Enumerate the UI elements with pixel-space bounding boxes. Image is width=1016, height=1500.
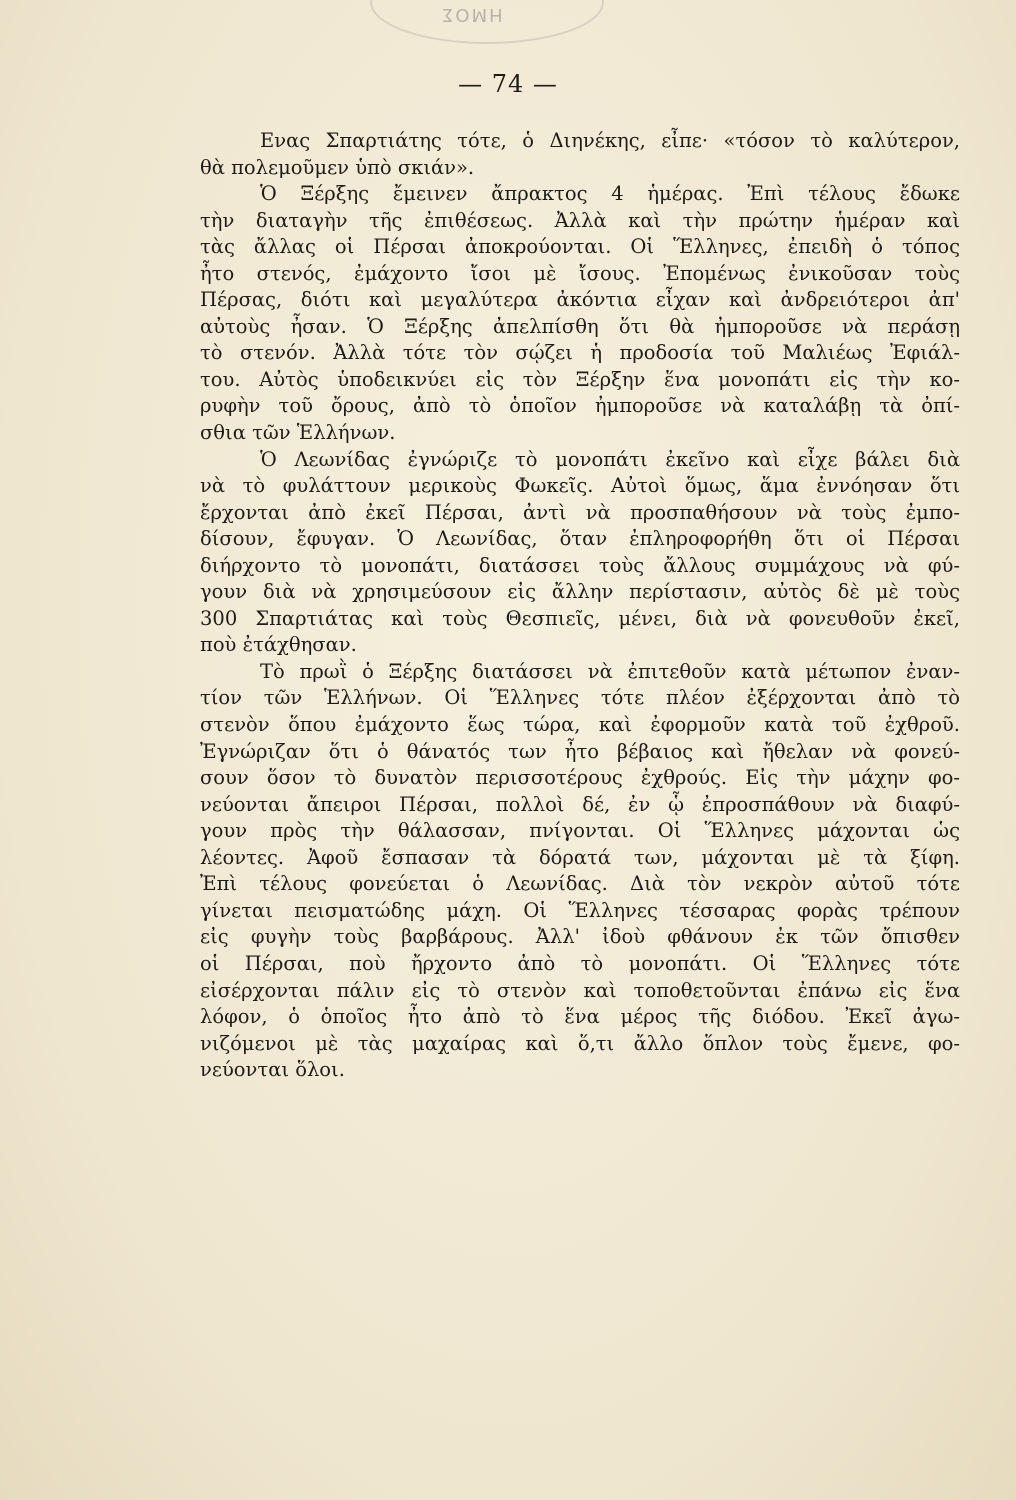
text-line: νιζόμενοι μὲ τὰς μαχαίρας καὶ ὅ,τι ἄλλο ὅπλον τοὺς ἔμενε, φο-	[200, 1031, 960, 1055]
text-line: εἰς φυγὴν τοὺς βαρβάρους. Ἀλλ' ἰδοὺ φθάνουν ἐκ τῶν ὄπισθεν	[200, 925, 960, 949]
text-line: εἰσέρχονται πάλιν εἰς τὸ στενὸν καὶ τοποθετοῦνται ἐπάνω εἰς ἕνα	[200, 978, 960, 1002]
text-line: σθια τῶν Ἑλλήνων.	[200, 421, 396, 445]
text-line: τίον τῶν Ἑλλήνων. Οἱ Ἕλληνες τότε πλέον ἐξέρχονται ἀπὸ τὸ	[200, 686, 960, 710]
text-line: διήρχοντο τὸ μονοπάτι, διατάσσει τοὺς ἄλλους συμμάχους νὰ φύ-	[200, 553, 960, 577]
body-text	[200, 128, 960, 1084]
text-line: Πέρσας, διότι καὶ μεγαλύτερα ἀκόντια εἶχαν καὶ ἀνδρειότεροι ἀπ'	[200, 288, 960, 312]
text-line: γίνεται πεισματώδης μάχη. Οἱ Ἕλληνες τέσσαρας φορὰς τρέπουν	[200, 898, 960, 922]
text-line: γουν διὰ νὰ χρησιμεύσουν εἰς ἄλλην περίστασιν, αὐτὸς δὲ μὲ τοὺς	[200, 580, 960, 604]
text-line: δίσουν, ἔφυγαν. Ὁ Λεωνίδας, ὅταν ἐπληροφορήθη ὅτι οἱ Πέρσαι	[200, 527, 960, 551]
text-line: νὰ τὸ φυλάττουν μερικοὺς Φωκεῖς. Αὐτοὶ ὅμως, ἅμα ἐννόησαν ὅτι	[200, 474, 960, 498]
text-line: του. Αὐτὸς ὑποδεικνύει εἰς τὸν Ξέρξην ἕνα μονοπάτι εἰς τὴν κο-	[200, 367, 960, 391]
text-line: Ἐγνώριζαν ὅτι ὁ θάνατός των ἦτο βέβαιος καὶ ἤθελαν νὰ φονεύ-	[200, 739, 960, 763]
text-line: θὰ πολεμοῦμεν ὑπὸ σκιάν».	[200, 155, 475, 179]
text-line: Ενας Σπαρτιάτης τότε, ὁ Διηνέκης, εἶπε· «τόσον τὸ καλύτερον,	[260, 129, 960, 152]
text-line: Τὸ πρωῒ ὁ Ξέρξης διατάσσει νὰ ἐπιτεθοῦν κατὰ μέτωπον ἐναν-	[260, 659, 960, 683]
text-line: ποὺ ἐτάχθησαν.	[200, 633, 357, 657]
text-line: ρυφὴν τοῦ ὄρους, ἀπὸ τὸ ὁποῖον ἠμποροῦσε νὰ καταλάβῃ τὰ ὀπί-	[200, 394, 960, 418]
text-line: οἱ Πέρσαι, ποὺ ἤρχοντο ἀπὸ τὸ μονοπάτι. Οἱ Ἕλληνες τότε	[200, 951, 960, 975]
text-line: ἔρχονται ἀπὸ ἐκεῖ Πέρσαι, ἀντὶ νὰ προσπαθήσουν νὰ τοὺς ἐμπο-	[200, 500, 960, 524]
library-stamp-text: ΗΜΟΣ	[440, 4, 503, 25]
text-line: στενὸν ὅπου ἐμάχοντο ἕως τώρα, καὶ ἐφορμοῦν κατὰ τοῦ ἐχθροῦ.	[200, 713, 960, 737]
text-line: νεύονται ἄπειροι Πέρσαι, πολλοὶ δέ, ἐν ᾧ ἐπροσπάθουν νὰ διαφύ-	[200, 792, 960, 816]
text-line: γουν πρὸς τὴν θάλασσαν, πνίγονται. Οἱ Ἕλληνες μάχονται ὡς	[200, 819, 960, 843]
page-number: — 74 —	[458, 70, 558, 98]
text-line: 300 Σπαρτιάτας καὶ τοὺς Θεσπιεῖς, μένει, διὰ νὰ φονευθοῦν ἐκεῖ,	[200, 606, 960, 630]
text-line: Ἐπὶ τέλους φονεύεται ὁ Λεωνίδας. Διὰ τὸν νεκρὸν αὐτοῦ τότε	[200, 872, 960, 896]
text-line: Ὁ Ξέρξης ἔμεινεν ἄπρακτος 4 ἡμέρας. Ἐπὶ τέλους ἔδωκε	[260, 182, 960, 206]
text-line: σουν ὅσον τὸ δυνατὸν περισσοτέρους ἐχθρούς. Εἰς τὴν μάχην φο-	[200, 766, 960, 790]
text-line: αὐτοὺς ἦσαν. Ὁ Ξέρξης ἀπελπίσθη ὅτι θὰ ἠμποροῦσε νὰ περάσῃ	[200, 314, 960, 338]
text-line: Ὁ Λεωνίδας ἐγνώριζε τὸ μονοπάτι ἐκεῖνο καὶ εἶχε βάλει διὰ	[260, 447, 960, 471]
text-line: λόφον, ὁ ὁποῖος ἦτο ἀπὸ τὸ ἕνα μέρος τῆς διόδου. Ἐκεῖ ἀγω-	[200, 1005, 960, 1029]
text-line: τὴν διαταγὴν τῆς ἐπιθέσεως. Ἀλλὰ καὶ τὴν πρώτην ἡμέραν καὶ	[200, 208, 960, 232]
text-line: λέοντες. Ἀφοῦ ἔσπασαν τὰ δόρατά των, μάχονται μὲ τὰ ξίφη.	[200, 845, 960, 869]
text-line: νεύονται ὅλοι.	[200, 1058, 345, 1082]
text-line: τὰς ἄλλας οἱ Πέρσαι ἀποκρούονται. Οἱ Ἕλληνες, ἐπειδὴ ὁ τόπος	[200, 235, 960, 259]
text-line: τὸ στενόν. Ἀλλὰ τότε τὸν σῴζει ἡ προδοσία τοῦ Μαλιέως Ἐφιάλ-	[200, 341, 960, 365]
text-line: ἦτο στενός, ἐμάχοντο ἴσοι μὲ ἴσους. Ἐπομένως ἐνικοῦσαν τοὺς	[200, 261, 960, 285]
